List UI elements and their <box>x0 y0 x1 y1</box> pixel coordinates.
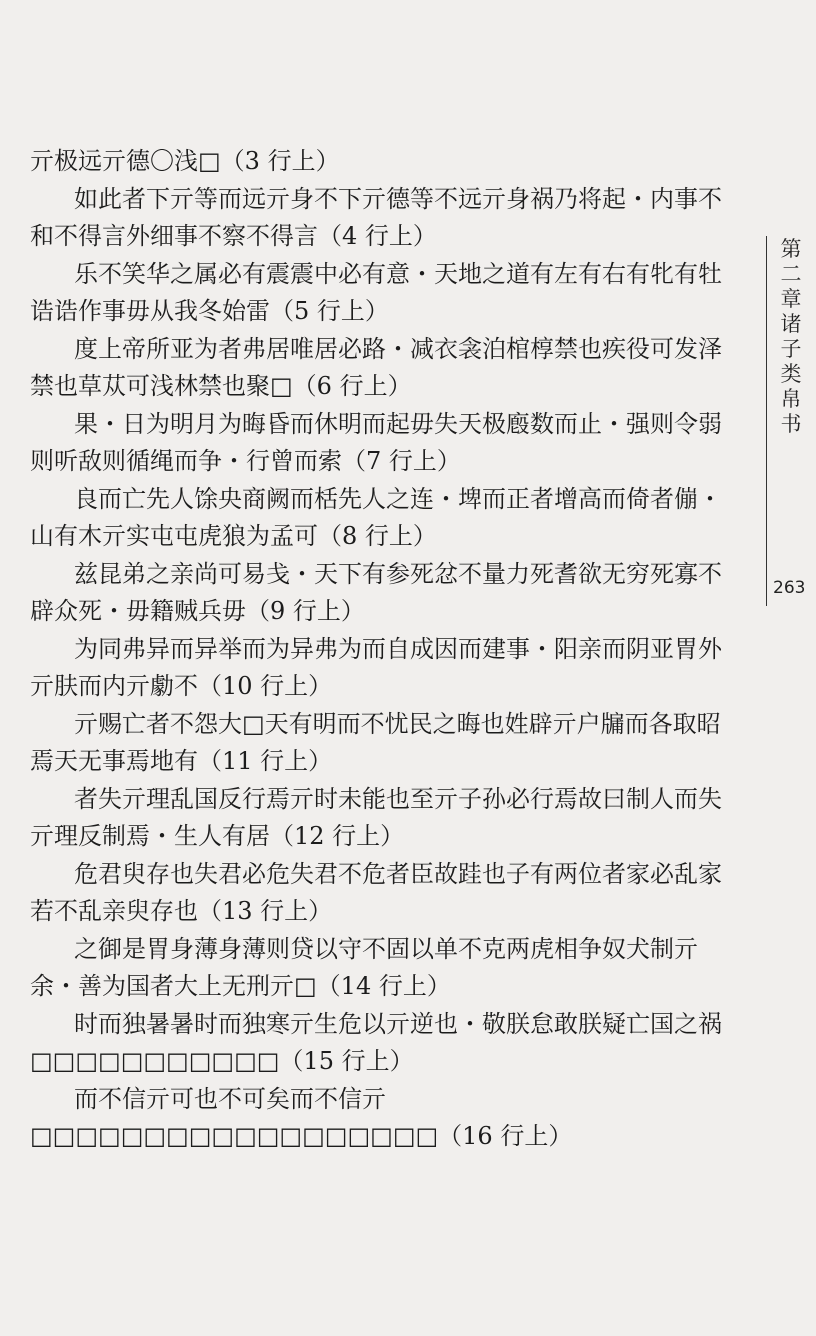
sidebar-divider <box>766 236 767 606</box>
paragraph: 良而亡先人馀央商阙而栝先人之连・埤而正者增高而倚者傰・山有木亓实屯屯虎狼为孟可（8 行上） <box>30 484 722 550</box>
paragraph: 如此者下亓等而远亓身不下亓德等不远亓身祸乃将起・内事不和不得言外细事不察不得言（4 行上） <box>30 184 722 250</box>
paragraph: 亓赐亡者不怨大□天有明而不忧民之晦也姓辟亓户牖而各取昭焉天无事焉地有（11 行上） <box>30 709 721 775</box>
main-text <box>30 143 744 1156</box>
paragraph: 之御是胃身薄身薄则贷以守不固以单不克两虎相争奴犬制亓余・善为国者大上无刑亓□（14 行上） <box>30 934 698 1000</box>
chapter-title: 第二章 诸子类帛书 <box>780 237 802 436</box>
paragraph: 者失亓理乱国反行焉亓时未能也至亓子孙必行焉故曰制人而失亓理反制焉・生人有居（12 行上） <box>30 784 722 850</box>
page-number: 263 <box>773 578 806 598</box>
paragraph: 兹昆弟之亲尚可易戋・天下有参死忿不量力死耆欲无穷死寡不辟众死・毋籍贼兵毋（9 行上） <box>30 559 722 625</box>
paragraph: 而不信亓可也不可矣而不信亓□□□□□□□□□□□□□□□□□□（16 行上） <box>30 1084 573 1150</box>
paragraph: 为同弗异而异举而为异弗为而自成因而建事・阳亲而阴亚胃外亓肤而内亓勮不（10 行上） <box>30 634 722 700</box>
paragraph: 时而独暑暑时而独寒亓生危以亓逆也・敬朕怠敢朕疑亡国之祸□□□□□□□□□□□（15 行上） <box>30 1009 722 1075</box>
paragraph: 乐不笑华之属必有震震中必有意・天地之道有左有右有牝有牡诰诰作事毋从我冬始雷（5 行上） <box>30 259 722 325</box>
paragraph: 度上帝所亚为者弗居唯居必路・减衣衾泊棺椁禁也疾役可发泽禁也草苁可浅林禁也聚□（6 行上） <box>30 334 722 400</box>
paragraph: 果・日为明月为晦昏而休明而起毋失天极廏数而止・强则令弱则听敌则循绳而争・行曾而索（7 行上） <box>30 409 722 475</box>
paragraph: 危君臾存也失君必危失君不危者臣故跬也子有两位者家必乱家若不乱亲臾存也（13 行上） <box>30 859 722 925</box>
paragraph: 亓极远亓德〇浅□（3 行上） <box>30 147 340 175</box>
